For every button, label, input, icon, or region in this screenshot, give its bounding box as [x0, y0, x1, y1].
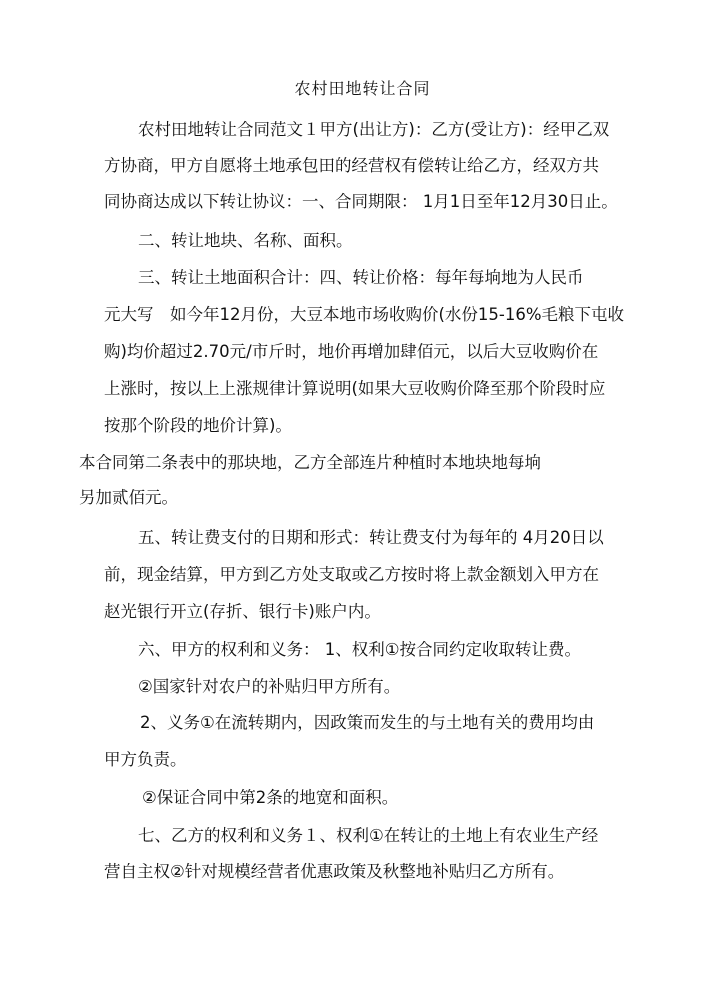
- paragraph-line-3: 同协商达成以下转让协议：一、合同期限： 1月1日至年12月30日止。: [104, 192, 618, 211]
- paragraph-line-10: 本合同第二条表中的那块地，乙方全部连片种植时本地块地每垧: [79, 453, 541, 472]
- paragraph-line-9: 按那个阶段的地价计算)。: [104, 416, 292, 435]
- paragraph-line-14: 赵光银行开立(存折、银行卡)账户内。: [104, 602, 381, 621]
- paragraph-line-12: 五、转让费支付的日期和形式：转让费支付为每年的 4月20日以: [138, 528, 604, 547]
- paragraph-line-5: 三、转让土地面积合计：四、转让价格：每年每垧地为人民币: [138, 268, 584, 287]
- paragraph-line-2: 方协商，甲方自愿将土地承包田的经营权有偿转让给乙方，经双方共: [104, 156, 599, 175]
- paragraph-line-19: ②保证合同中第2条的地宽和面积。: [142, 788, 399, 807]
- paragraph-line-11: 另加贰佰元。: [79, 488, 178, 507]
- paragraph-line-7: 购)均价超过2.70元/市斤时，地价再增加肆佰元，以后大豆收购价在: [104, 342, 599, 361]
- paragraph-line-21: 营自主权②针对规模经营者优惠政策及秋整地补贴归乙方所有。: [104, 862, 565, 881]
- paragraph-line-8: 上涨时，按以上上涨规律计算说明(如果大豆收购价降至那个阶段时应: [104, 379, 606, 398]
- paragraph-line-1: 农村田地转让合同范文１甲方(出让方)：乙方(受让方)：经甲乙双: [138, 120, 610, 139]
- paragraph-line-16: ②国家针对农户的补贴归甲方所有。: [138, 677, 401, 696]
- paragraph-line-18: 甲方负责。: [104, 750, 187, 769]
- paragraph-line-20: 七、乙方的权利和义务１、权利①在转让的土地上有农业生产经: [138, 826, 599, 845]
- paragraph-line-15: 六、甲方的权利和义务： 1、权利①按合同约定收取转让费。: [138, 640, 582, 659]
- paragraph-line-17: 2、义务①在流转期内，因政策而发生的与土地有关的费用均由: [140, 713, 595, 732]
- paragraph-line-4: 二、转让地块、名称、面积。: [138, 231, 353, 250]
- document-title: 农村田地转让合同: [294, 79, 431, 98]
- paragraph-line-13: 前，现金结算，甲方到乙方处支取或乙方按时将上款金额划入甲方在: [104, 565, 599, 584]
- paragraph-line-6: 元大写 如今年12月份，大豆本地市场收购价(水份15-16%毛粮下屯收: [104, 305, 625, 324]
